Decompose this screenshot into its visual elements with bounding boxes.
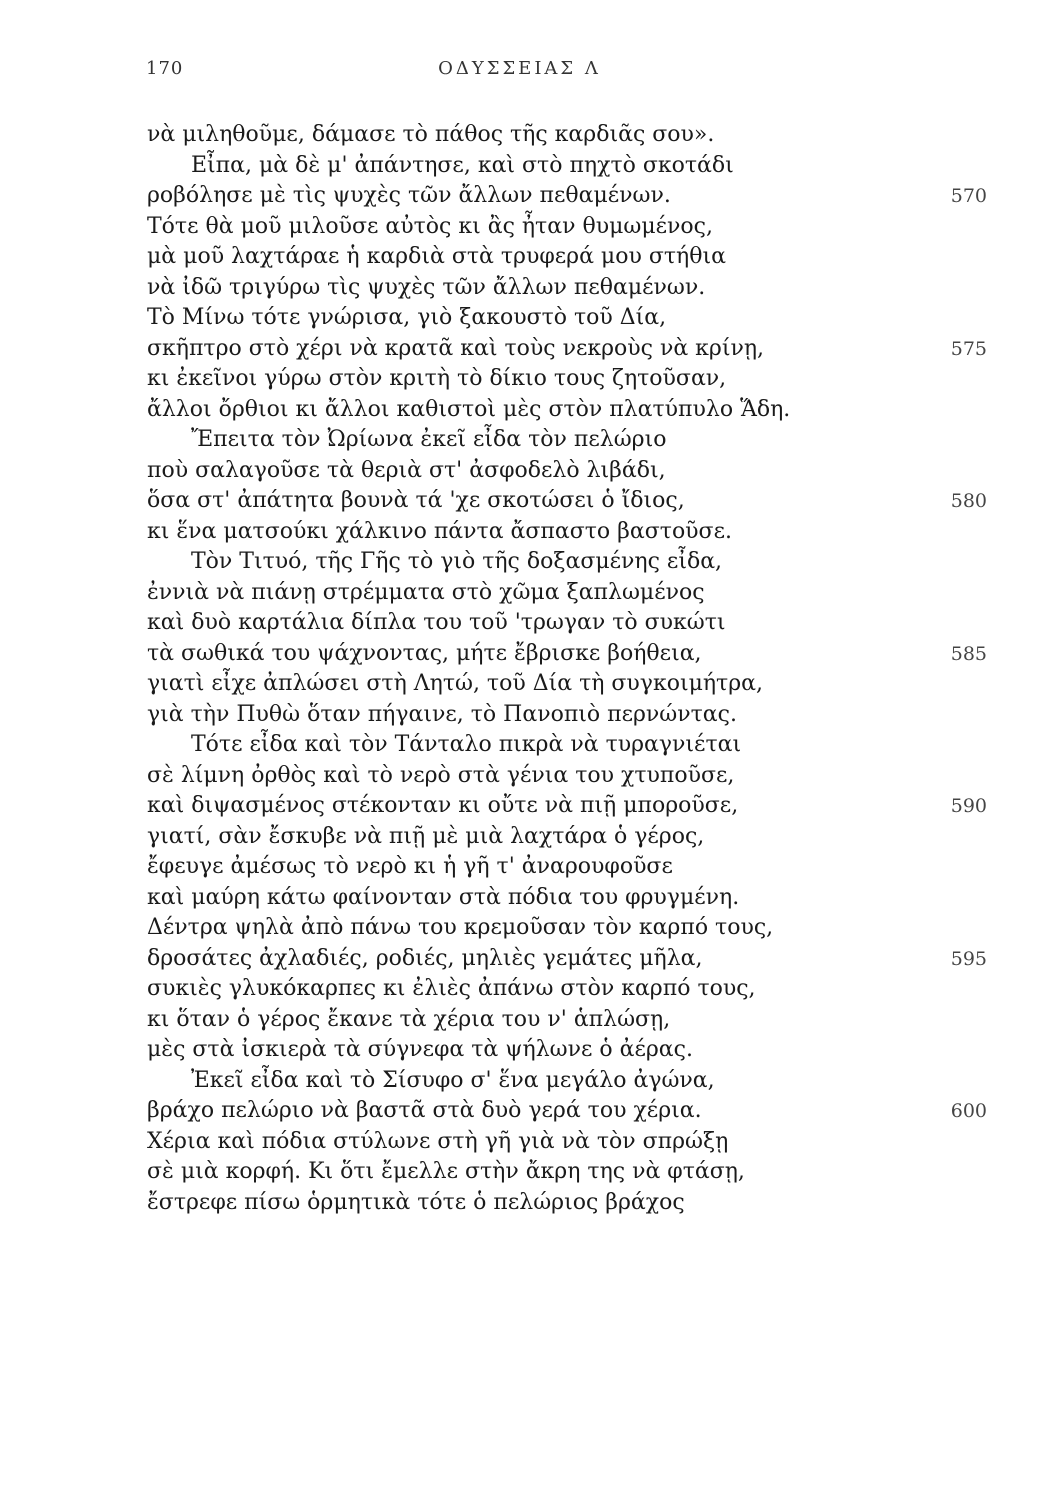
verse-text: σὲ λίμνη ὀρθὸς καὶ τὸ νερὸ στὰ γένια του χτυποῦσε, xyxy=(147,762,735,788)
verse-text: ροβόλησε μὲ τὶς ψυχὲς τῶν ἄλλων πεθαμένων. xyxy=(147,183,671,208)
verse-text: ἄλλοι ὄρθιοι κι ἄλλοι καθιστοὶ μὲς στὸν πλατύπυλο Ἅδη. xyxy=(147,396,791,422)
verse-line xyxy=(147,456,987,487)
verse-line xyxy=(147,608,987,639)
line-number: 585 xyxy=(950,642,987,665)
verse-text: Τότε εἶδα καὶ τὸν Τάνταλο πικρὰ νὰ τυραγνιέται xyxy=(191,732,742,757)
verse-text: Ἔπειτα τὸν Ὠρίωνα ἐκεῖ εἶδα τὸν πελώριο xyxy=(191,427,667,452)
verse-text: κι ὅταν ὁ γέρος ἔκανε τὰ χέρια του ν' ἁπλώσῃ, xyxy=(147,1006,671,1032)
verse-line xyxy=(147,791,987,822)
verse-line xyxy=(147,1005,987,1036)
verse-line xyxy=(147,761,987,792)
verse-line xyxy=(147,913,987,944)
verse-line xyxy=(147,151,987,182)
verse-line xyxy=(147,1127,987,1158)
verse-block xyxy=(147,120,987,1218)
verse-text: κι ἐκεῖνοι γύρω στὸν κριτὴ τὸ δίκιο τους ζητοῦσαν, xyxy=(147,366,727,391)
verse-line xyxy=(147,547,987,578)
verse-text: Ἐκεῖ εἶδα καὶ τὸ Σίσυφο σ' ἕνα μεγάλο ἀγώνα, xyxy=(191,1067,715,1093)
verse-line xyxy=(147,242,987,273)
verse-line xyxy=(147,822,987,853)
verse-line xyxy=(147,120,987,151)
line-number: 590 xyxy=(950,795,987,817)
verse-text: τὰ σωθικά του ψάχνοντας, μήτε ἔβρισκε βοήθεια, xyxy=(147,640,702,666)
verse-line xyxy=(147,303,987,334)
verse-text: νὰ μιληθοῦμε, δάμασε τὸ πάθος τῆς καρδιᾶς σου». xyxy=(147,122,715,147)
verse-line xyxy=(147,1066,987,1097)
verse-line xyxy=(147,730,987,761)
verse-line xyxy=(147,425,987,456)
verse-line xyxy=(147,639,987,670)
verse-text: σὲ μιὰ κορφή. Κι ὅτι ἔμελλε στὴν ἄκρη της νὰ φτάσῃ, xyxy=(147,1159,745,1184)
verse-text: γιατὶ εἶχε ἀπλώσει στὴ Λητώ, τοῦ Δία τὴ συγκοιμήτρα, xyxy=(147,671,764,696)
verse-text: σκῆπτρο στὸ χέρι νὰ κρατᾶ καὶ τοὺς νεκροὺς νὰ κρίνῃ, xyxy=(147,335,765,361)
verse-text: νὰ ἰδῶ τριγύρω τὶς ψυχὲς τῶν ἄλλων πεθαμένων. xyxy=(147,274,706,300)
verse-line xyxy=(147,1157,987,1188)
verse-text: συκιὲς γλυκόκαρπες κι ἐλιὲς ἀπάνω στὸν καρπό τους, xyxy=(147,976,756,1001)
verse-text: βράχο πελώριο νὰ βαστᾶ στὰ δυὸ γερά του χέρια. xyxy=(147,1098,702,1123)
verse-text: Τότε θὰ μοῦ μιλοῦσε αὐτὸς κι ἂς ἦταν θυμωμένος, xyxy=(147,213,713,239)
verse-line xyxy=(147,181,987,212)
verse-text: καὶ δυὸ καρτάλια δίπλα του τοῦ 'τρωγαν τὸ συκώτι xyxy=(147,610,726,635)
verse-line xyxy=(147,395,987,426)
line-number: 600 xyxy=(950,1100,987,1122)
verse-text: ποὺ σαλαγοῦσε τὰ θεριὰ στ' ἀσφοδελὸ λιβάδι, xyxy=(147,457,666,483)
verse-line xyxy=(147,486,987,517)
verse-text: ὅσα στ' ἀπάτητα βουνὰ τά 'χε σκοτώσει ὁ ἴδιος, xyxy=(147,488,685,513)
verse-text: ἔστρεφε πίσω ὁρμητικὰ τότε ὁ πελώριος βράχος xyxy=(147,1189,685,1215)
verse-line xyxy=(147,944,987,975)
verse-line xyxy=(147,334,987,365)
verse-text: μὰ μοῦ λαχτάραε ἡ καρδιὰ στὰ τρυφερά μου στήθια xyxy=(147,244,726,269)
verse-text: Εἶπα, μὰ δὲ μ' ἀπάντησε, καὶ στὸ πηχτὸ σκοτάδι xyxy=(191,152,734,178)
verse-line xyxy=(147,852,987,883)
line-number: 595 xyxy=(950,947,987,970)
page-number: 170 xyxy=(146,58,184,79)
running-head xyxy=(0,58,1039,88)
verse-text: Δέντρα ψηλὰ ἀπὸ πάνω του κρεμοῦσαν τὸν καρπό τους, xyxy=(147,915,774,940)
verse-text: Χέρια καὶ πόδια στύλωνε στὴ γῆ γιὰ νὰ τὸν σπρώξῃ xyxy=(147,1128,729,1154)
verse-text: καὶ μαύρη κάτω φαίνονταν στὰ πόδια του φρυγμένη. xyxy=(147,884,740,910)
verse-text: μὲς στὰ ἰσκιερὰ τὰ σύγνεφα τὰ ψήλωνε ὁ ἀέρας. xyxy=(147,1037,693,1062)
verse-line xyxy=(147,1035,987,1066)
book-title: ΟΔΥΣΣΕΙΑΣ Λ xyxy=(438,58,601,79)
verse-line xyxy=(147,578,987,609)
verse-line xyxy=(147,700,987,731)
line-number: 580 xyxy=(950,490,987,512)
verse-text: γιατί, σὰν ἔσκυβε νὰ πιῇ μὲ μιὰ λαχτάρα ὁ γέρος, xyxy=(147,823,705,849)
verse-line xyxy=(147,1188,987,1219)
verse-line xyxy=(147,364,987,395)
line-number: 570 xyxy=(950,185,987,207)
verse-text: Τὸν Τιτυό, τῆς Γῆς τὸ γιὸ τῆς δοξασμένης εἶδα, xyxy=(191,549,723,574)
verse-text: γιὰ τὴν Πυθὼ ὅταν πήγαινε, τὸ Πανοπιὸ περνώντας. xyxy=(147,701,737,727)
verse-text: κι ἕνα ματσούκι χάλκινο πάντα ἄσπαστο βαστοῦσε. xyxy=(147,518,732,544)
verse-text: καὶ διψασμένος στέκονταν κι οὔτε νὰ πιῇ μποροῦσε, xyxy=(147,793,739,818)
verse-line xyxy=(147,517,987,548)
verse-line xyxy=(147,974,987,1005)
verse-line xyxy=(147,1096,987,1127)
verse-text: δροσάτες ἀχλαδιές, ροδιές, μηλιὲς γεμάτες μῆλα, xyxy=(147,945,703,971)
verse-text: Τὸ Μίνω τότε γνώρισα, γιὸ ξακουστὸ τοῦ Δία, xyxy=(147,305,667,330)
verse-line xyxy=(147,883,987,914)
verse-line xyxy=(147,273,987,304)
verse-text: ἐννιὰ νὰ πιάνῃ στρέμματα στὸ χῶμα ξαπλωμένος xyxy=(147,579,705,605)
verse-text: ἔφευγε ἀμέσως τὸ νερὸ κι ἡ γῆ τ' ἀναρουφοῦσε xyxy=(147,854,673,879)
verse-line xyxy=(147,669,987,700)
line-number: 575 xyxy=(950,337,987,360)
verse-line xyxy=(147,212,987,243)
